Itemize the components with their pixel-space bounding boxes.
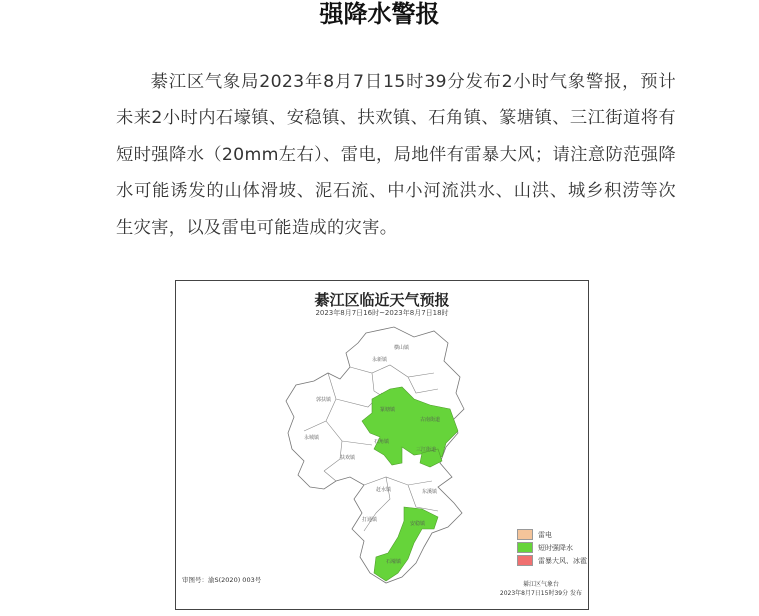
map-legend (517, 528, 587, 567)
town-label: 古南街道 (420, 417, 441, 423)
legend-label: 雷暴大风、冰雹 (538, 556, 587, 565)
map-subtitle: 2023年8月7日16时~2023年8月7日18时 (315, 309, 449, 317)
legend-label: 雷电 (538, 530, 552, 539)
warning-paragraph: 綦江区气象局2023年8月7日15时39分发布2小时气象警报，预计未来2小时内石壕镇、安稳镇、扶欢镇、石角镇、篆塘镇、三江街道将有短时强降水（20mm左右）、雷电，局地伴有雷暴大风；请注意防范强降水可能诱发的山体滑坡、泥石流、中小河流洪水、山洪、城乡积涝等次生灾害，以及雷电可能造成的灾害。 (116, 72, 676, 238)
page-title: 强降水警报 (319, 0, 440, 28)
issuer-name: 綦江区气象台 (522, 581, 559, 588)
map-issuer (500, 580, 582, 598)
legend-item (517, 541, 587, 554)
town-label: 篆塘镇 (380, 407, 396, 413)
town-label: 石壕镇 (386, 559, 402, 565)
town-label: 三江街道 (416, 447, 437, 453)
town-label: 打通镇 (362, 517, 378, 523)
legend-label: 短时强降水 (538, 543, 573, 552)
town-label: 东溪镇 (422, 489, 438, 495)
map-title: 綦江区临近天气预报 (314, 291, 450, 309)
map-review-number: 审图号：渝S(2020) 003号 (182, 576, 262, 584)
town-label: 永新镇 (372, 357, 388, 363)
town-label: 石角镇 (374, 439, 390, 445)
town-label: 安稳镇 (410, 521, 426, 527)
town-label: 扶欢镇 (340, 455, 356, 461)
legend-item (517, 528, 587, 541)
legend-item (517, 554, 587, 567)
issuer-time: 2023年8月7日15时39分 发布 (499, 590, 582, 597)
forecast-map (175, 280, 589, 610)
town-label: 横山镇 (394, 345, 410, 351)
legend-swatch (517, 555, 533, 566)
town-label: 赶水镇 (376, 487, 392, 493)
legend-swatch (517, 529, 533, 540)
legend-swatch (517, 542, 533, 553)
town-label: 永城镇 (304, 435, 320, 441)
town-label: 郭扶镇 (316, 397, 332, 403)
